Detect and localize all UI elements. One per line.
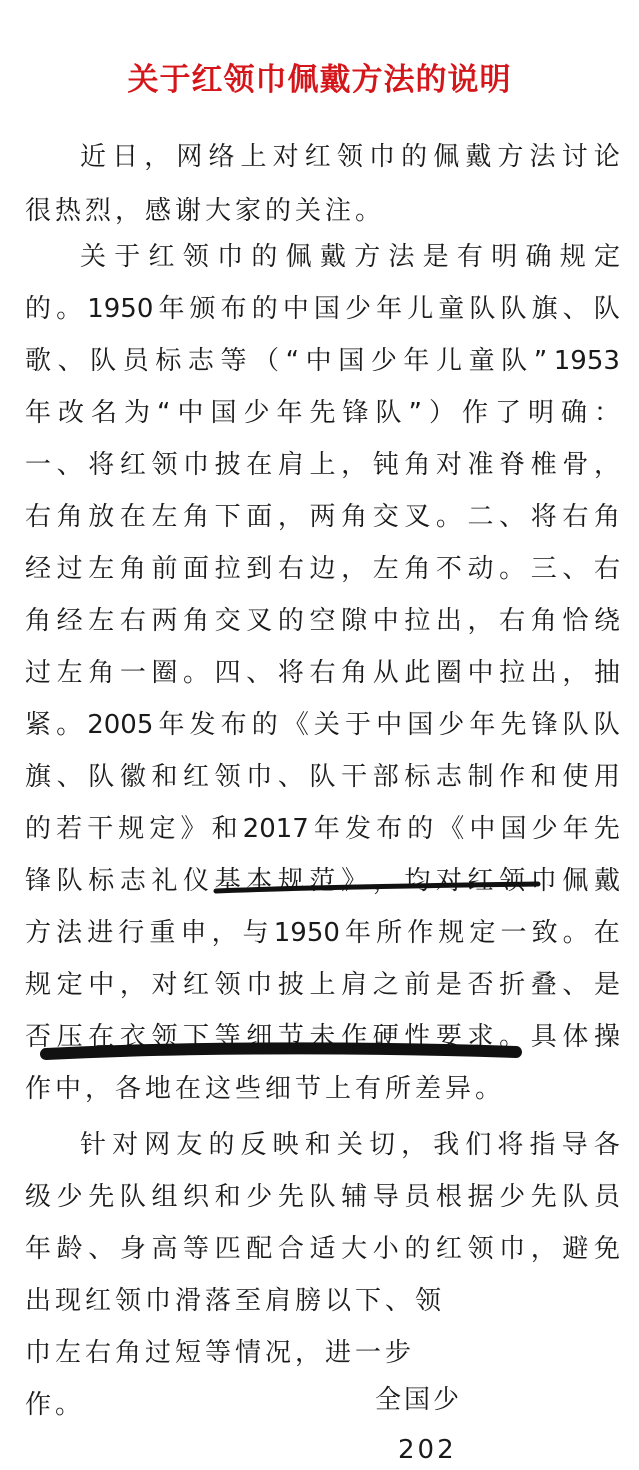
signature-date: 202 xyxy=(398,1435,457,1465)
body-line: 出现红领巾滑落至肩膀以下、领 xyxy=(25,1286,446,1316)
body-line: 歌 、 队 员 标 志 等 （ “ 中 国 少 年 儿 童 队 ” 1953 xyxy=(25,346,620,376)
body-line: 角 经 左 右 两 角 交 叉 的 空 隙 中 拉 出 ， 右 角 恰 绕 xyxy=(25,606,620,636)
body-line: 锋 队 标 志 礼 仪 基 本 规 范 》 ， 均 对 红 领 巾 佩 戴 xyxy=(25,866,620,896)
document-title: 关于红领巾佩戴方法的说明 xyxy=(127,62,512,98)
signature-organization: 全国少 xyxy=(375,1385,463,1415)
body-line: 右 角 放 在 左 角 下 面 ， 两 角 交 叉 。 二 、 将 右 角 xyxy=(25,502,620,532)
body-line: 一 、 将 红 领 巾 披 在 肩 上 ， 钝 角 对 准 脊 椎 骨 ， xyxy=(25,450,620,480)
body-line: 作。 xyxy=(25,1390,86,1420)
body-line: 近 日 ， 网 络 上 对 红 领 巾 的 佩 戴 方 法 讨 论 xyxy=(80,142,620,172)
body-line: 的 若 干 规 定 》 和 2017 年 发 布 的 《 中 国 少 年 先 xyxy=(25,814,620,844)
marker-underline xyxy=(40,1040,522,1062)
body-line: 年 改 名 为 “ 中 国 少 年 先 锋 队 ” ） 作 了 明 确 ： xyxy=(25,398,620,428)
body-line: 巾左右角过短等情况，进一步 xyxy=(25,1338,416,1368)
body-line: 紧 。 2005 年 发 布 的 《 关 于 中 国 少 年 先 锋 队 队 xyxy=(25,710,620,740)
body-line: 旗 、 队 徽 和 红 领 巾 、 队 干 部 标 志 制 作 和 使 用 xyxy=(25,762,620,792)
body-line: 关 于 红 领 巾 的 佩 戴 方 法 是 有 明 确 规 定 xyxy=(80,242,620,272)
marker-underline xyxy=(212,880,542,896)
body-line: 作中，各地在这些细节上有所差异。 xyxy=(25,1074,506,1104)
body-line: 方 法 进 行 重 申 ， 与 1950 年 所 作 规 定 一 致 。 在 xyxy=(25,918,620,948)
body-line: 规 定 中 ， 对 红 领 巾 披 上 肩 之 前 是 否 折 叠 、 是 xyxy=(25,970,620,1000)
body-line: 针 对 网 友 的 反 映 和 关 切 ， 我 们 将 指 导 各 xyxy=(80,1130,620,1160)
body-line: 过 左 角 一 圈 。 四 、 将 右 角 从 此 圈 中 拉 出 ， 抽 xyxy=(25,658,620,688)
body-line: 的 。 1950 年 颁 布 的 中 国 少 年 儿 童 队 队 旗 、 队 xyxy=(25,294,620,324)
body-line: 很热烈，感谢大家的关注。 xyxy=(25,196,386,226)
body-line: 年 龄 、 身 高 等 匹 配 合 适 大 小 的 红 领 巾 ， 避 免 xyxy=(25,1234,620,1264)
body-line: 级 少 先 队 组 织 和 少 先 队 辅 导 员 根 据 少 先 队 员 xyxy=(25,1182,620,1212)
body-line: 否 压 在 衣 领 下 等 细 节 未 作 硬 性 要 求 。 具 体 操 xyxy=(25,1022,620,1052)
body-line: 经 过 左 角 前 面 拉 到 右 边 ， 左 角 不 动 。 三 、 右 xyxy=(25,554,620,584)
